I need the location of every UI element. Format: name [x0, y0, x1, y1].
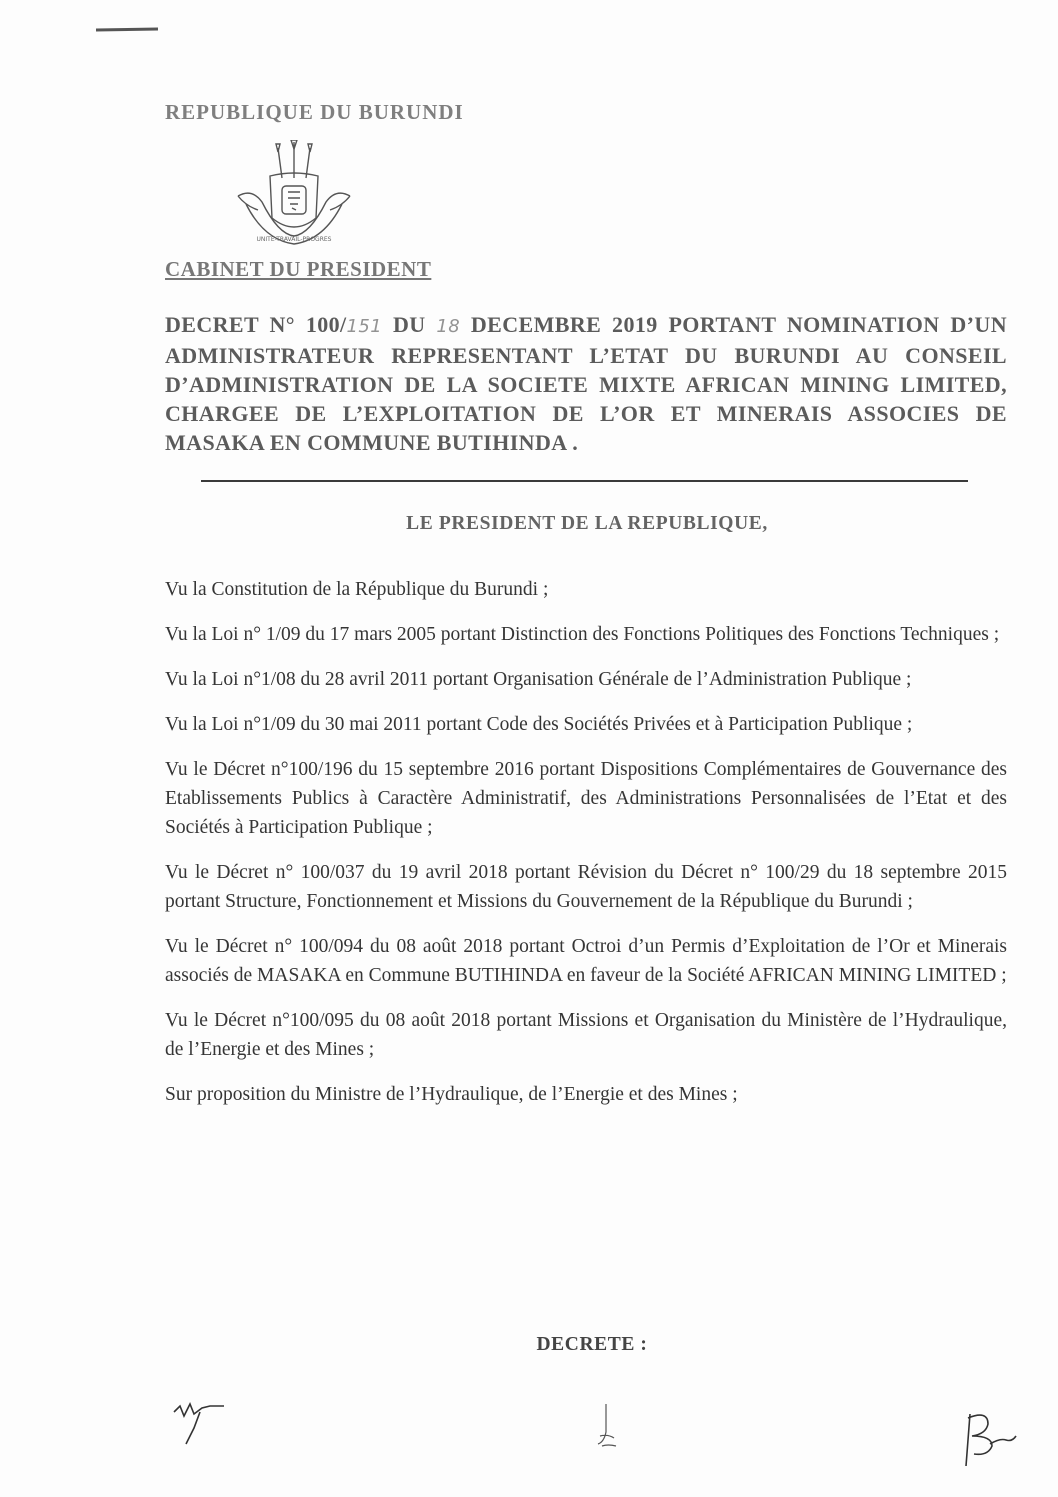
initial-signature-middle	[588, 1402, 624, 1452]
separator-rule	[201, 480, 968, 482]
decree-title-part1: DECRET N° 100/	[165, 312, 347, 337]
decrete-heading: DECRETE :	[536, 1334, 648, 1355]
visa-decret-2016: Vu le Décret n°100/196 du 15 septembre 2016 portant Dispositions Complémentaires de Gouvernance des Etablissements Publics à Caractère Administratif, des Administrations Personnalisées de l’Etat et des Sociétés à Participation Publique ;	[165, 759, 1007, 838]
initial-signature-right	[958, 1410, 1020, 1470]
emblem-motto: UNITE-TRAVAIL-PROGRES	[256, 236, 332, 243]
initial-signature-left	[170, 1398, 230, 1450]
visa-loi-mai-2011: Vu la Loi n°1/09 du 30 mai 2011 portant Code des Sociétés Privées et à Participation Publique ;	[165, 714, 913, 735]
visa-constitution: Vu la Constitution de la République du Burundi ;	[165, 579, 549, 600]
visa-decret-094-2018: Vu le Décret n° 100/094 du 08 août 2018 portant Octroi d’un Permis d’Exploitation de l’Or et Minerais associés de MASAKA en Commune BUTIHINDA en faveur de la Société AFRICAN MINING LIMITED ;	[165, 936, 1007, 986]
coat-of-arms-emblem	[232, 140, 356, 254]
visa-loi-avril-2011: Vu la Loi n°1/08 du 28 avril 2011 portant Organisation Générale de l’Administration Publique ;	[165, 669, 912, 690]
decree-title-part2: DU	[382, 312, 437, 337]
decree-title	[165, 310, 1007, 457]
visa-loi-2005: Vu la Loi n° 1/09 du 17 mars 2005 portant Distinction des Fonctions Politiques des Fonctions Techniques ;	[165, 624, 1000, 645]
president-heading: LE PRESIDENT DE LA REPUBLIQUE,	[406, 513, 768, 534]
visa-proposition: Sur proposition du Ministre de l’Hydraulique, de l’Energie et des Mines ;	[165, 1084, 738, 1105]
handwritten-decree-day: 18	[436, 316, 461, 337]
republic-header: REPUBLIQUE DU BURUNDI	[165, 100, 464, 124]
scan-mark	[96, 27, 158, 31]
visa-decret-037-2018: Vu le Décret n° 100/037 du 19 avril 2018 portant Révision du Décret n° 100/29 du 18 septembre 2015 portant Structure, Fonctionnement et Missions du Gouvernement de la République du Burundi ;	[165, 862, 1007, 912]
handwritten-decree-number: 151	[346, 316, 383, 337]
visa-decret-095-2018: Vu le Décret n°100/095 du 08 août 2018 portant Missions et Organisation du Ministère de l’Hydraulique, de l’Energie et des Mines ;	[165, 1010, 1007, 1060]
cabinet-header: CABINET DU PRESIDENT	[165, 257, 432, 281]
decree-title-part3: DECEMBRE 2019 PORTANT NOMINATION D’UN ADMINISTRATEUR REPRESENTANT L’ETAT DU BURUNDI AU CONSEIL D’ADMINISTRATION DE LA SOCIETE MIXTE AFRICAN MINING LIMITED, CHARGEE DE L’EXPLOITATION DE L’OR ET MINERAIS ASSOCIES DE MASAKA EN COMMUNE BUTIHINDA .	[165, 312, 1007, 455]
visa-list	[165, 575, 1007, 1125]
